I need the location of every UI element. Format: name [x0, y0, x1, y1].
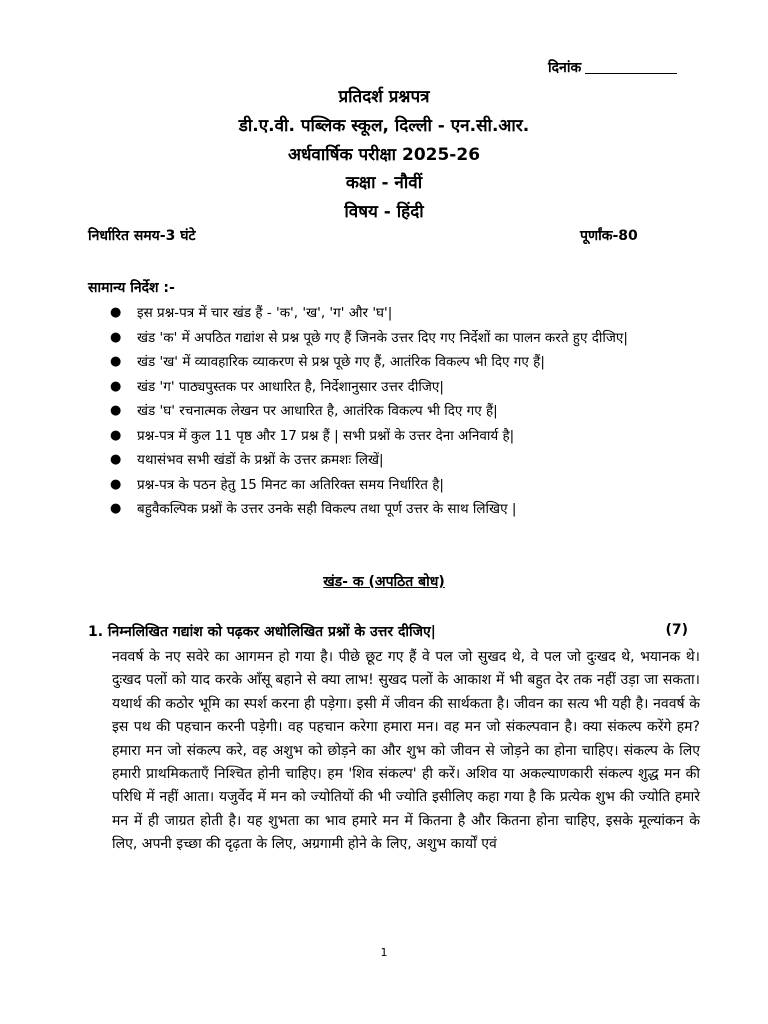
bullet-icon: ●	[110, 501, 122, 516]
bullet-icon: ●	[110, 305, 122, 320]
bullet-icon: ●	[110, 427, 122, 443]
question-1	[88, 622, 688, 641]
bullet-icon: ●	[110, 476, 122, 492]
subject-name: विषय - हिंदी	[344, 202, 424, 222]
question-1-marks: (7)	[665, 622, 688, 638]
instruction-text: खंड 'घ' रचनात्मक लेखन पर आधारित है, आतंरिक विकल्प भी दिए गए हैं|	[137, 403, 498, 419]
instruction-text: बहुवैकल्पिक प्रश्नों के उत्तर उनके सही विकल्प तथा पूर्ण उत्तर के साथ लिखिए |	[137, 501, 517, 517]
section-heading	[0, 572, 768, 591]
instruction-item	[106, 473, 661, 498]
class-name: कक्षा - नौवीं	[345, 173, 423, 193]
bullet-icon: ●	[110, 452, 122, 467]
page-number: 1	[380, 946, 388, 959]
bullet-icon: ●	[110, 354, 122, 369]
instructions-list	[106, 301, 661, 522]
instruction-text: यथासंभव सभी खंडों के प्रश्नों के उत्तर क्रमशः लिखें|	[137, 452, 384, 468]
date-label: दिनांक	[548, 60, 582, 76]
instruction-item	[106, 497, 661, 522]
instruction-item	[106, 350, 661, 375]
instruction-text: इस प्रश्न-पत्र में चार खंड हैं - 'क', 'ख', 'ग' और 'घ'|	[137, 305, 393, 321]
school-name: डी.ए.वी. पब्लिक स्कूल, दिल्ली - एन.सी.आर.	[238, 116, 530, 136]
instruction-text: प्रश्न-पत्र के पठन हेतु 15 मिनट का अतिरिक्त समय निर्धारित है|	[137, 476, 444, 493]
instruction-item	[106, 375, 661, 400]
exam-name: अर्धवार्षिक परीक्षा 2025-26	[287, 145, 481, 165]
section-title: खंड- क (अपठित बोध)	[323, 574, 445, 590]
time-allowed: निर्धारित समय-3 घंटे	[88, 228, 196, 244]
instruction-item	[106, 448, 661, 473]
passage-text: नववर्ष के नए सवेरे का आगमन हो गया है। पीछे छूट गए हैं वे पल जो सुखद थे, वे पल जो दुःखद थे, भयानक थे। दुःखद पलों को याद करके आँसू बहाने से क्या लाभ! सुखद पलों के आकाश में भी बहुत देर तक नहीं उड़ा जा सकता। यथार्थ की कठोर भूमि का स्पर्श करना ही पड़ेगा। इसी में जीवन की सार्थकता है। जीवन का सत्य भी यही है। नववर्ष के इस पथ की पहचान करनी पड़ेगी। वह पहचान करेगा हमारा मन। वह मन जो संकल्पवान है। क्या संकल्प करेंगे हम? हमारा मन जो संकल्प करे, वह अशुभ को छोड़ने का और शुभ को जीवन से जोड़ने का होना चाहिए। संकल्प के लिए हमारी प्राथमिकताएँ निश्चित होनी चाहिए। हम 'शिव संकल्प' ही करें। अशिव या अकल्याणकारी संकल्प शुद्ध मन की परिधि में नहीं आता। यजुर्वेद में मन को ज्योतियों की भी ज्योति इसीलिए कहा गया है कि प्रत्येक शुभ की ज्योति हमारे मन में ही जाग्रत होती है। यह शुभता का भाव हमारे मन में कितना है और कितना होना चाहिए, इसके मूल्यांकन के लिए, अपनी इच्छा की दृढ़ता के लिए, अग्रगामी होने के लिए, अशुभ कार्यों एवं	[112, 649, 700, 853]
instruction-item	[106, 301, 661, 326]
paper-type-title: प्रतिदर्श प्रश्नपत्र	[338, 87, 430, 107]
maximum-marks: पूर्णांक-80	[580, 228, 638, 244]
instruction-item	[106, 424, 661, 449]
instruction-text: प्रश्न-पत्र में कुल 11 पृष्ठ और 17 प्रश्न हैं | सभी प्रश्नों के उत्तर देना अनिवार्य है|	[137, 427, 515, 444]
general-instructions-title: सामान्य निर्देश :-	[88, 280, 175, 296]
instruction-text: खंड 'ख' में व्यावहारिक व्याकरण से प्रश्न पूछे गए हैं, आतंरिक विकल्प भी दिए गए हैं|	[137, 354, 545, 370]
question-1-text: 1. निम्नलिखित गद्यांश को पढ़कर अधोलिखित प्रश्नों के उत्तर दीजिए|	[88, 624, 436, 640]
date-blank-line	[585, 73, 677, 74]
instruction-item	[106, 326, 661, 351]
bullet-icon: ●	[110, 378, 122, 394]
instruction-text: खंड 'ग' पाठ्यपुस्तक पर आधारित है, निर्देशानुसार उत्तर दीजिए|	[137, 378, 444, 395]
bullet-icon: ●	[110, 403, 122, 418]
instruction-item	[106, 399, 661, 424]
date-field	[548, 58, 677, 77]
bullet-icon: ●	[110, 329, 122, 345]
instruction-text: खंड 'क' में अपठित गद्यांश से प्रश्न पूछे गए हैं जिनके उत्तर दिए गए निर्देशों का पालन करते हुए दीजिए|	[137, 329, 628, 346]
